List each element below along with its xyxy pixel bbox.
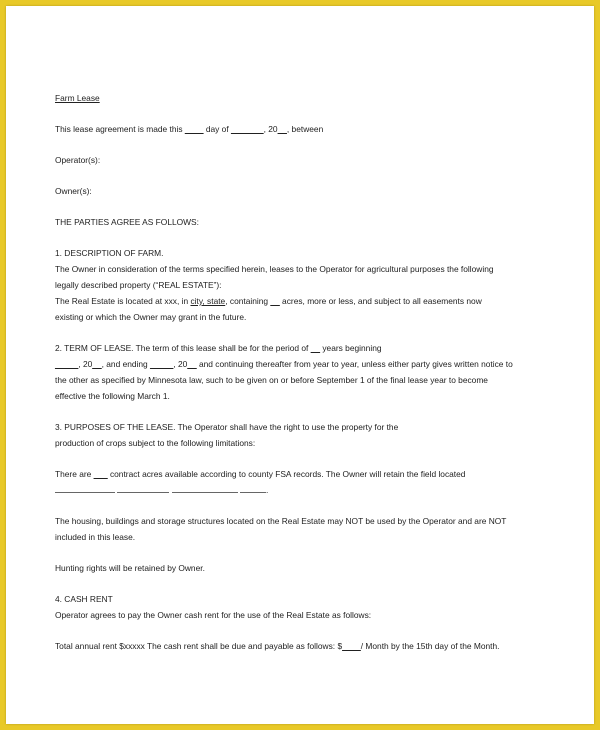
section2-line1: [55, 340, 555, 356]
start-year-blank: __: [92, 359, 102, 369]
section2-line4: effective the following March 1.: [55, 391, 170, 401]
spacer: [55, 623, 555, 638]
spacer: [55, 576, 555, 591]
total-rent-line: [55, 638, 555, 654]
field-line-end: .: [265, 485, 269, 495]
lease-document: [55, 90, 555, 654]
section3-line1: 3. PURPOSES OF THE LEASE. The Operator shall have the right to use the property for the: [55, 422, 399, 432]
total-rent-text-a: Total annual rent $xxxxx The cash rent shall be due and payable as follows: $: [55, 641, 343, 651]
field-location-line: [55, 482, 555, 498]
intro-text-3: , 20: [263, 124, 278, 134]
document-page: [6, 6, 594, 724]
intro-text-1: This lease agreement is made this: [55, 124, 185, 134]
field-blank-2: [117, 483, 169, 493]
section1-line3-text-a: The Real Estate is located at xxx, in: [55, 296, 191, 306]
section1-line1: The Owner in consideration of the terms specified herein, leases to the Operator for agricultural purposes the following: [55, 264, 494, 274]
contract-acres-text-a: There are: [55, 469, 94, 479]
section4-heading: 4. CASH RENT: [55, 594, 113, 604]
contract-acres-line: [55, 466, 555, 482]
section2-line2-text-c: , 20: [173, 359, 188, 369]
section1-line3: [55, 293, 555, 309]
month-blank: _______: [230, 124, 264, 134]
spacer: [55, 545, 555, 560]
contract-acres-text-b: contract acres available according to county FSA records. The Owner will retain the field located: [107, 469, 466, 479]
section1-line2: legally described property (“REAL ESTATE”):: [55, 280, 222, 290]
section1-line3-text-b: , containing: [225, 296, 271, 306]
housing-line1: The housing, buildings and storage structures located on the Real Estate may NOT be used by the Operator and are NOT: [55, 516, 507, 526]
section2-line1-text-a: 2. TERM OF LEASE. The term of this lease shall be for the period of: [55, 343, 311, 353]
contract-acres-blank: ___: [93, 469, 108, 479]
section2-line2-text-d: and continuing thereafter from year to year, unless either party gives written notice to: [196, 359, 513, 369]
hunting-rights-line: Hunting rights will be retained by Owner.: [55, 563, 205, 573]
start-date-blank: _____: [55, 359, 79, 369]
years-blank: __: [310, 343, 321, 353]
parties-heading: THE PARTIES AGREE AS FOLLOWS:: [55, 217, 199, 227]
spacer: [55, 404, 555, 419]
acres-blank: __: [270, 296, 280, 306]
owner-label: Owner(s):: [55, 186, 92, 196]
section1-heading: 1. DESCRIPTION OF FARM.: [55, 248, 164, 258]
total-rent-text-b: / Month by the 15th day of the Month.: [360, 641, 500, 651]
location-placeholder: city, state: [190, 296, 226, 306]
field-blank-1: [55, 483, 115, 493]
operator-label: Operator(s):: [55, 155, 101, 165]
section1-line3-text-c: acres, more or less, and subject to all easements now: [279, 296, 482, 306]
end-year-blank: __: [187, 359, 197, 369]
year-blank: __: [277, 124, 287, 134]
spacer: [55, 199, 555, 214]
section3-line2: production of crops subject to the following limitations:: [55, 438, 256, 448]
section2-line2: [55, 356, 555, 372]
housing-line2: included in this lease.: [55, 532, 136, 542]
document-title: Farm Lease: [55, 93, 100, 103]
field-blank-4: [240, 483, 269, 495]
spacer: [55, 498, 555, 513]
intro-text-2: day of: [203, 124, 231, 134]
spacer: [55, 325, 555, 340]
section1-line4: existing or which the Owner may grant in the future.: [55, 312, 247, 322]
spacer: [55, 230, 555, 245]
section4-line1: Operator agrees to pay the Owner cash rent for the use of the Real Estate as follows:: [55, 610, 372, 620]
spacer: [55, 168, 555, 183]
monthly-amount-blank: ____: [342, 641, 361, 651]
end-date-blank: _____: [150, 359, 174, 369]
spacer: [55, 451, 555, 466]
section2-line3: the other as specified by Minnesota law, such to be given on or before September 1 of the final lease year to become: [55, 375, 488, 385]
intro-text-4: , between: [286, 124, 324, 134]
spacer: [55, 106, 555, 121]
section2-line1-text-b: years beginning: [320, 343, 382, 353]
field-blank-3: [172, 483, 238, 493]
intro-line: [55, 121, 555, 137]
section2-line2-text-a: , 20: [78, 359, 93, 369]
day-blank: ____: [184, 124, 204, 134]
spacer: [55, 137, 555, 152]
section2-line2-text-b: , and ending: [101, 359, 151, 369]
